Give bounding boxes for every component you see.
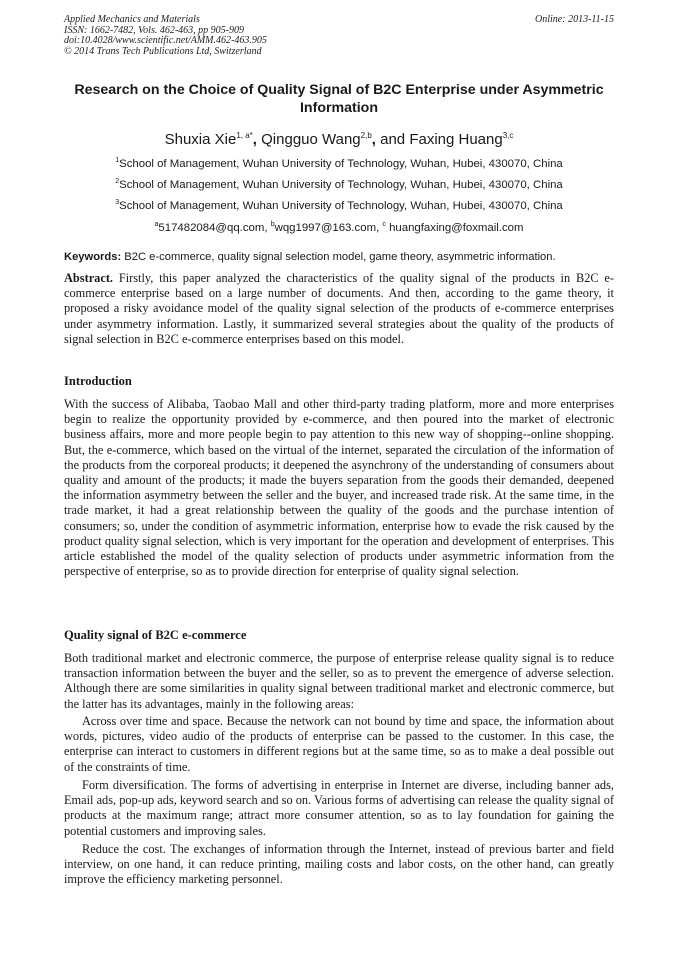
email-link: huangfaxing@foxmail.com <box>385 222 524 234</box>
author-name: Qingguo Wang <box>261 131 361 148</box>
author-separator: , <box>252 131 262 148</box>
affiliation-superscript: 3 <box>115 199 120 207</box>
quality-signal-heading: Quality signal of B2C e-commerce <box>64 628 247 642</box>
quality-signal-paragraph-2: Across over time and space. Because the network can not bound by time and space, the information about words, pictures, video audio of the products of enterprise can be passed to the customer. In this case, the enterprise can interact to customers in different regions but at the same time, so as to make a deal possible out of the constraints of time. <box>64 714 614 774</box>
author-emails <box>64 221 614 235</box>
email-superscript: a <box>154 221 159 229</box>
quality-signal-paragraph-3: Form diversification. The forms of advertising in enterprise in Internet are diverse, including banner ads, Email ads, pop-up ads, keyword search and so on. Various forms of advertising can release the quality signal of products at the maximum range; attract more consumer attention, so as to lay foundation for gaining the potential customers and improving sales. <box>64 778 614 838</box>
author-superscript: 3,c <box>502 131 514 140</box>
journal-issn: ISSN: 1662-7482, Vols. 462-463, pp 905-909 <box>64 24 244 36</box>
affiliation-text: School of Management, Wuhan University of Technology, Wuhan, Hubei, 430070, China <box>119 179 563 191</box>
keywords-text: B2C e-commerce, quality signal selection model, game theory, asymmetric information. <box>121 251 556 263</box>
introduction-heading: Introduction <box>64 374 132 388</box>
email-link: wqg1997@163.com, <box>274 222 383 234</box>
abstract-label: Abstract. <box>64 271 114 285</box>
journal-copyright: © 2014 Trans Tech Publications Ltd, Switzerland <box>64 45 262 57</box>
author-name: Shuxia Xie <box>164 131 237 148</box>
introduction-paragraph: With the success of Alibaba, Taobao Mall and other third-party trading platform, more and more enterprises begin to realize the opportunity provided by e-commerce, and then poured into the market of electronic business affairs, more and more people begin to pay attention to this new way of shopping--online shopping. But, the e-commerce, which based on the virtual of the internet, separated the circulation of the information of the products from the corporeal products; it deepened the asynchrony of the understanding of consumers about quality and amount of the products; it made the buyers separation from the goods their demanded, deepened the information asymmetry between the seller and the buyer, and increased trade risk. At the same time, in the trade market, it had a great relationship between the quality of the goods and the purchase intention of consumers; so, under the condition of asymmetric information, enterprise how to evade the risk caused by the product quality signal selection, which is very important for the operation and development of enterprises. This article established the model of the quality selection of products under asymmetric information from the perspective of enterprise, so as to provide direction for enterprise of quality signal selection. <box>64 397 614 579</box>
paper-title: Research on the Choice of Quality Signal of B2C Enterprise under Asymmetric Information <box>74 82 604 116</box>
email-link: 517482084@qq.com, <box>158 222 271 234</box>
affiliation-1 <box>64 157 614 171</box>
author-list <box>64 130 614 150</box>
affiliation-3 <box>64 199 614 213</box>
affiliation-2 <box>64 178 614 192</box>
affiliation-superscript: 2 <box>115 178 120 186</box>
author-superscript: 2,b <box>360 131 372 140</box>
journal-doi: doi:10.4028/www.scientific.net/AMM.462-463.905 <box>64 35 267 46</box>
keywords-label: Keywords: <box>64 251 122 263</box>
email-superscript: b <box>270 221 275 229</box>
author-superscript: 1, a* <box>236 131 253 140</box>
author-name: and Faxing Huang <box>380 131 503 148</box>
quality-signal-paragraph-4: Reduce the cost. The exchanges of information through the Internet, instead of previous barter and field interview, on one hand, it can reduce printing, mailing costs and labor costs, on the other hand, can greatly improve the efficiency marketing personnel. <box>64 842 614 887</box>
email-superscript: c <box>382 221 386 229</box>
affiliation-text: School of Management, Wuhan University of Technology, Wuhan, Hubei, 430070, China <box>119 158 563 170</box>
journal-name: Applied Mechanics and Materials <box>64 14 200 25</box>
keywords <box>64 250 624 264</box>
online-date: Online: 2013-11-15 <box>535 14 614 25</box>
affiliation-superscript: 1 <box>115 157 120 165</box>
quality-signal-paragraph-1: Both traditional market and electronic commerce, the purpose of enterprise release quality signal is to reduce transaction information between the buyer and the seller, so as to prevent the emergence of adverse selection. Although there are some similarities in quality signal between traditional market and electronic commerce, but the latter has its advantages, mainly in the following areas: <box>64 651 614 711</box>
affiliation-text: School of Management, Wuhan University of Technology, Wuhan, Hubei, 430070, China <box>119 200 563 212</box>
abstract <box>64 271 614 347</box>
author-separator: , <box>371 131 381 148</box>
abstract-text: Firstly, this paper analyzed the characteristics of the quality signal of the products in B2C e-commerce enterprise based on a large number of documents. And then, according to the game theory, it proposed a risky avoidance model of the quality signal selection of the products of e-commerce enterprises under asymmetry information. Lastly, it summarized several strategies about the quality of the products of signal selection in B2C e-commerce enterprises based on this model. <box>64 271 614 346</box>
journal-header <box>64 15 614 57</box>
journal-info <box>64 15 614 57</box>
